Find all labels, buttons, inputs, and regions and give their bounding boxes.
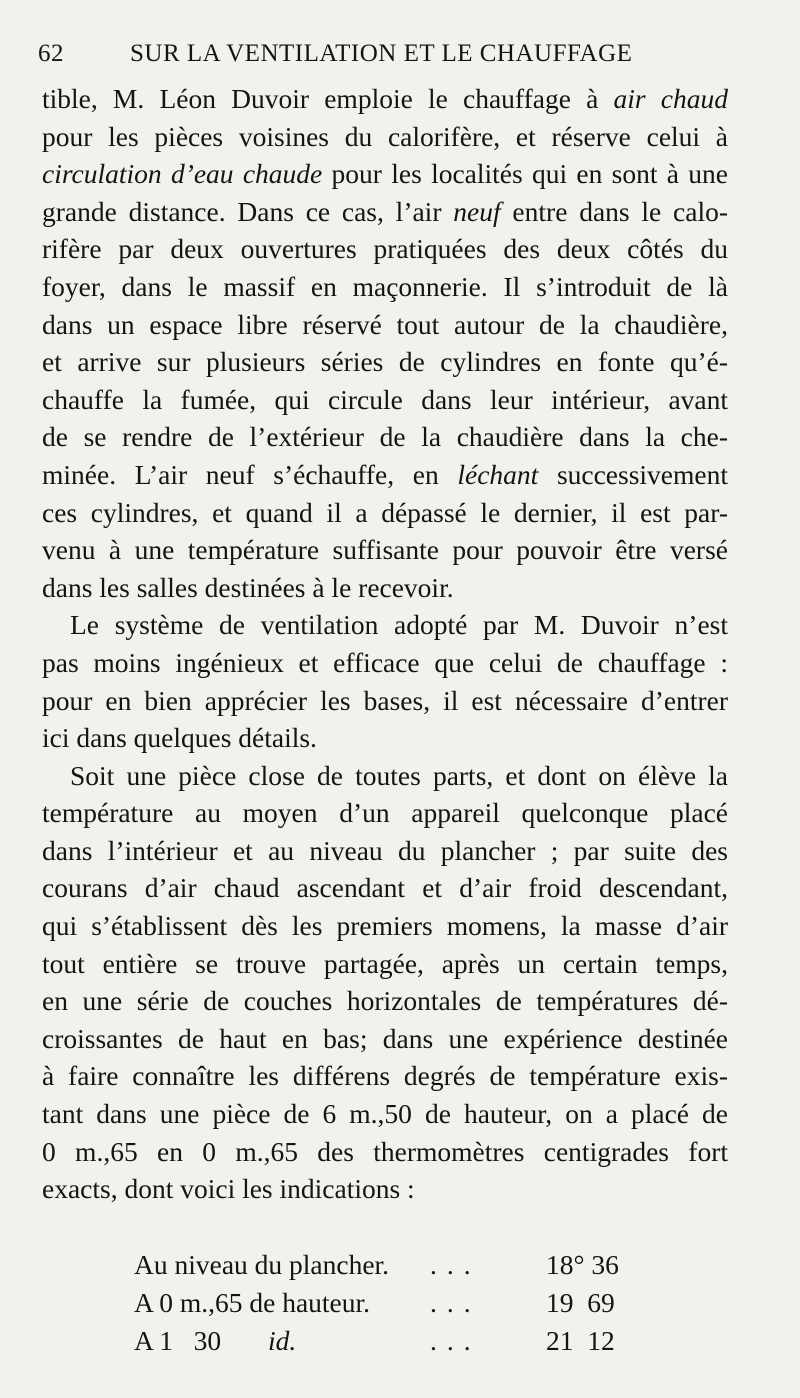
text-line bbox=[42, 343, 728, 381]
reading-label bbox=[134, 1322, 296, 1360]
text-run: pour les pièces voisines du calorifère, et réserve celui à bbox=[42, 120, 728, 152]
text-line bbox=[42, 945, 728, 983]
text-run: minée. L’air neuf s’échauffe, en bbox=[42, 458, 458, 490]
text-line bbox=[42, 832, 728, 870]
text-line bbox=[42, 155, 728, 193]
text-run: pas moins ingénieux et efficace que celui de chauffage : bbox=[42, 646, 728, 678]
reading-label bbox=[134, 1284, 370, 1322]
reading-row bbox=[134, 1284, 634, 1322]
text-line bbox=[42, 1095, 728, 1133]
page-number: 62 bbox=[38, 40, 64, 67]
text-run: tout entière se trouve partagée, après un certain temps, bbox=[42, 947, 728, 979]
text-line bbox=[42, 644, 728, 682]
text-line bbox=[42, 907, 728, 945]
text-line bbox=[42, 306, 728, 344]
text-run: dans les salles destinées à le recevoir. bbox=[42, 571, 454, 603]
reading-label-italic: id. bbox=[267, 1325, 297, 1356]
text-line bbox=[42, 531, 728, 569]
temperature-readings-table bbox=[134, 1246, 634, 1360]
reading-label-text: A 1 30 bbox=[134, 1325, 228, 1356]
text-run: de se rendre de l’extérieur de la chaudière dans la che- bbox=[42, 421, 728, 453]
text-run: à faire connaître les différens degrés de température exis- bbox=[42, 1060, 728, 1092]
reading-row bbox=[134, 1322, 634, 1360]
body-text bbox=[42, 80, 728, 1208]
text-run: entre dans le calo- bbox=[500, 195, 728, 227]
text-run: dans un espace libre réservé tout autour de la chaudière, bbox=[42, 308, 728, 340]
text-run: exacts, dont voici les indications : bbox=[42, 1173, 415, 1205]
italic-phrase: air chaud bbox=[613, 83, 728, 114]
text-run: en une série de couches horizontales de températures dé- bbox=[42, 985, 728, 1017]
text-run: température au moyen d’un appareil quelconque placé bbox=[42, 797, 728, 829]
reading-row bbox=[134, 1246, 634, 1284]
text-run: ici dans quelques détails. bbox=[42, 722, 317, 754]
text-line bbox=[42, 1057, 728, 1095]
leader-dots: ... bbox=[430, 1249, 481, 1280]
text-run: Soit une pièce close de toutes parts, et dont on élève la bbox=[70, 759, 728, 791]
text-run: et arrive sur plusieurs séries de cylindres en fonte qu’é- bbox=[42, 346, 728, 378]
reading-label-text: Au niveau du plancher. bbox=[134, 1249, 390, 1280]
text-run: qui s’établissent dès les premiers momens, la masse d’air bbox=[42, 910, 728, 942]
text-line bbox=[42, 230, 728, 268]
reading-value: 21 12 bbox=[546, 1325, 615, 1356]
text-line bbox=[42, 1020, 728, 1058]
text-line bbox=[42, 794, 728, 832]
text-run: courans d’air chaud ascendant et d’air froid descendant, bbox=[42, 872, 728, 904]
text-run: successivement bbox=[538, 458, 728, 490]
italic-phrase: neuf bbox=[453, 195, 501, 227]
text-run: pour en bien apprécier les bases, il est nécessaire d’entrer bbox=[42, 684, 728, 716]
reading-label-text: A 0 m.,65 de hauteur. bbox=[134, 1287, 371, 1318]
text-line bbox=[42, 719, 728, 757]
text-line bbox=[42, 606, 728, 644]
italic-phrase: circulation d’eau chaude bbox=[42, 158, 323, 190]
leader-dots: ... bbox=[430, 1287, 481, 1318]
text-line bbox=[42, 193, 728, 231]
text-line bbox=[42, 381, 728, 419]
text-line bbox=[42, 268, 728, 306]
text-run: rifère par deux ouvertures pratiquées des deux côtés du bbox=[42, 233, 728, 265]
text-run: venu à une température suffisante pour pouvoir être versé bbox=[42, 534, 728, 566]
text-run: 0 m.,65 en 0 m.,65 des thermomètres centigrades fort bbox=[42, 1135, 728, 1167]
text-run: dans l’intérieur et au niveau du plancher ; par suite des bbox=[42, 834, 728, 866]
reading-label bbox=[134, 1246, 389, 1284]
text-line bbox=[42, 80, 728, 118]
text-line bbox=[42, 869, 728, 907]
text-line bbox=[42, 456, 728, 494]
text-line bbox=[42, 682, 728, 720]
text-line bbox=[42, 1133, 728, 1171]
text-line bbox=[42, 569, 728, 607]
text-run: tant dans une pièce de 6 m.,50 de hauteur, on a placé de bbox=[42, 1098, 728, 1130]
italic-phrase: léchant bbox=[457, 458, 539, 490]
text-line bbox=[42, 982, 728, 1020]
text-line bbox=[42, 418, 728, 456]
text-run: Le système de ventilation adopté par M. Duvoir n’est bbox=[70, 609, 728, 641]
text-line bbox=[42, 118, 728, 156]
reading-value: 18° 36 bbox=[546, 1249, 619, 1280]
text-run: chauffe la fumée, qui circule dans leur intérieur, avant bbox=[42, 383, 728, 415]
running-header bbox=[38, 40, 760, 72]
text-line bbox=[42, 494, 728, 532]
text-line bbox=[42, 1170, 728, 1208]
text-run: pour les localités qui en sont à une bbox=[322, 158, 729, 190]
text-run: ces cylindres, et quand il a dépassé le dernier, il est par- bbox=[42, 496, 728, 528]
text-line bbox=[42, 757, 728, 795]
text-run: foyer, dans le massif en maçonnerie. Il s’introduit de là bbox=[42, 270, 728, 302]
text-run: tible, M. Léon Duvoir emploie le chauffage à bbox=[42, 83, 614, 114]
reading-value: 19 69 bbox=[546, 1287, 615, 1318]
text-run: grande distance. Dans ce cas, l’air bbox=[42, 195, 454, 227]
text-run: croissantes de haut en bas; dans une expérience destinée bbox=[42, 1022, 728, 1054]
running-title: SUR LA VENTILATION ET LE CHAUFFAGE bbox=[130, 40, 633, 67]
leader-dots: ... bbox=[430, 1325, 481, 1356]
